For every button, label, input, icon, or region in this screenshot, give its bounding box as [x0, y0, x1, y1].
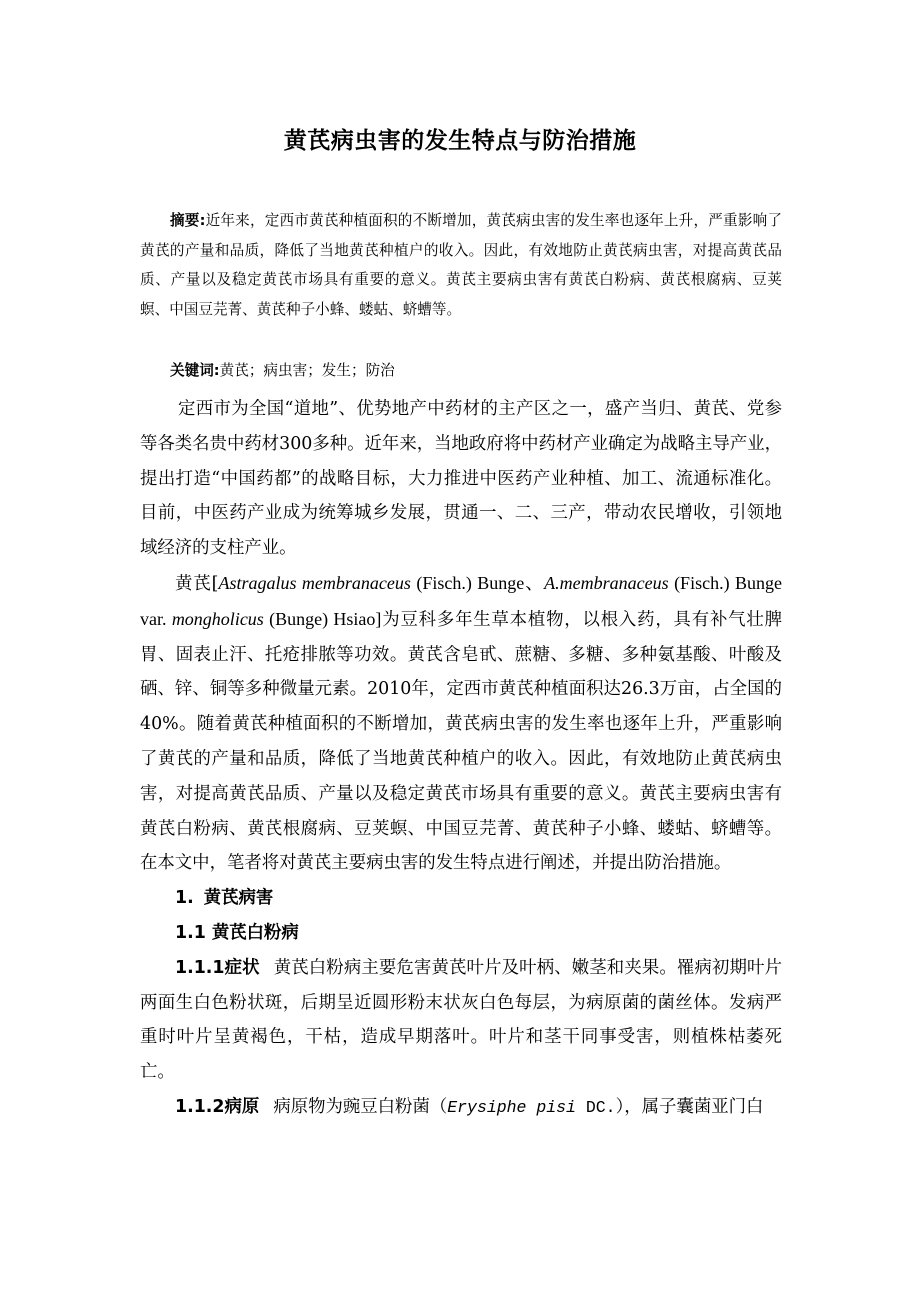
section-1-1-2-paragraph	[140, 1090, 782, 1126]
abstract-text: 近年来，定西市黄芪种植面积的不断增加，黄芪病虫害的发生率也逐年上升，严重影响了黄芪的产量和品质，降低了当地黄芪种植户的收入。因此，有效地防止黄芪病虫害，对提高黄芪品质、产量以及稳定黄芪市场具有重要的意义。黄芪主要病虫害有黄芪白粉病、黄芪根腐病、豆荚螟、中国豆芫菁、黄芪种子小蜂、蝼蛄、蛴螬等。	[140, 212, 782, 318]
pathogen-latin-name: Erysiphe pisi	[447, 1097, 576, 1117]
section-1-number: 1.	[175, 888, 194, 909]
section-1-1-heading: 1.1 黄芪白粉病	[175, 922, 299, 943]
species-paragraph	[140, 566, 782, 881]
section-1-1-2-text-1: 病原物为豌豆白粉菌（	[273, 1096, 448, 1117]
keywords	[170, 356, 395, 385]
section-1-1-1-paragraph	[140, 951, 782, 1090]
pathogen-authority: DC.	[575, 1097, 616, 1117]
intro-paragraph: 定西市为全国“道地”、优势地产中药材的主产区之一，盛产当归、黄芪、党参等各类名贵中药材300多种。近年来，当地政府将中药材产业确定为战略主导产业，提出打造“中国药都”的战略目标，大力推进中医药产业种植、加工、流通标准化。目前，中医药产业成为统筹城乡发展，贯通一、二、三产，带动农民增收，引领地域经济的支柱产业。	[140, 399, 782, 559]
species-text-2: 为豆科多年生草本植物，以根入药，具有补气壮脾胃、固表止汗、托疮排脓等功效。黄芪含皂甙、蔗糖、多糖、多种氨基酸、叶酸及硒、锌、铜等多种微量元素。2010年，定西市黄芪种植面积达26.3万亩，占全国的40%。随着黄芪种植面积的不断增加，黄芪病虫害的发生率也逐年上升，严重影响了黄芪的产量和品质，降低了当地黄芪种植户的收入。因此，有效地防止黄芪病虫害，对提高黄芪品质、产量以及稳定黄芪市场具有重要的意义。黄芪主要病虫害有黄芪白粉病、黄芪根腐病、豆荚螟、中国豆芫菁、黄芪种子小蜂、蝼蛄、蛴螬等。在本文中，笔者将对黄芪主要病虫害的发生特点进行阐述，并提出防治措施。	[140, 609, 782, 874]
section-1-heading	[140, 881, 782, 916]
species-text-1: 黄芪[	[175, 573, 219, 594]
species-latin-name-1: Astragalus membranaceus	[218, 572, 411, 593]
section-1-1-2-label: 病原	[224, 1096, 260, 1117]
document-title: 黄芪病虫害的发生特点与防治措施	[283, 128, 637, 154]
document-body	[140, 392, 782, 1126]
species-variety-name: mongholicus	[171, 608, 264, 629]
keywords-label: 关键词:	[170, 362, 220, 379]
section-1-1-1-number: 1.1.1	[175, 957, 225, 978]
section-1-title: 黄芪病害	[203, 888, 274, 909]
species-authority-2: (Fisch.) Bunge var.	[140, 572, 782, 629]
section-1-1-2-text-2: ），属子囊菌亚门白	[615, 1096, 764, 1117]
section-1-1-1-label: 症状	[224, 957, 260, 978]
section-1-1-2-number: 1.1.2	[175, 1096, 225, 1117]
species-latin-name-2: A.membranaceus	[544, 572, 669, 593]
keywords-text: 黄芪；病虫害；发生；防治	[219, 362, 395, 379]
section-1-1-1-text: 黄芪白粉病主要危害黄芪叶片及叶柄、嫩茎和夹果。罹病初期叶片两面生白色粉状斑，后期呈近圆形粉末状灰白色每层，为病原菌的菌丝体。发病严重时叶片呈黄褐色，干枯，造成早期落叶。叶片和茎干同事受害，则植株枯萎死亡。	[140, 957, 782, 1083]
species-authority-3: (Bunge) Hsiao]	[263, 608, 382, 629]
species-authority-1: (Fisch.) Bunge、	[410, 572, 545, 593]
abstract	[140, 206, 782, 324]
abstract-label: 摘要:	[170, 212, 206, 229]
